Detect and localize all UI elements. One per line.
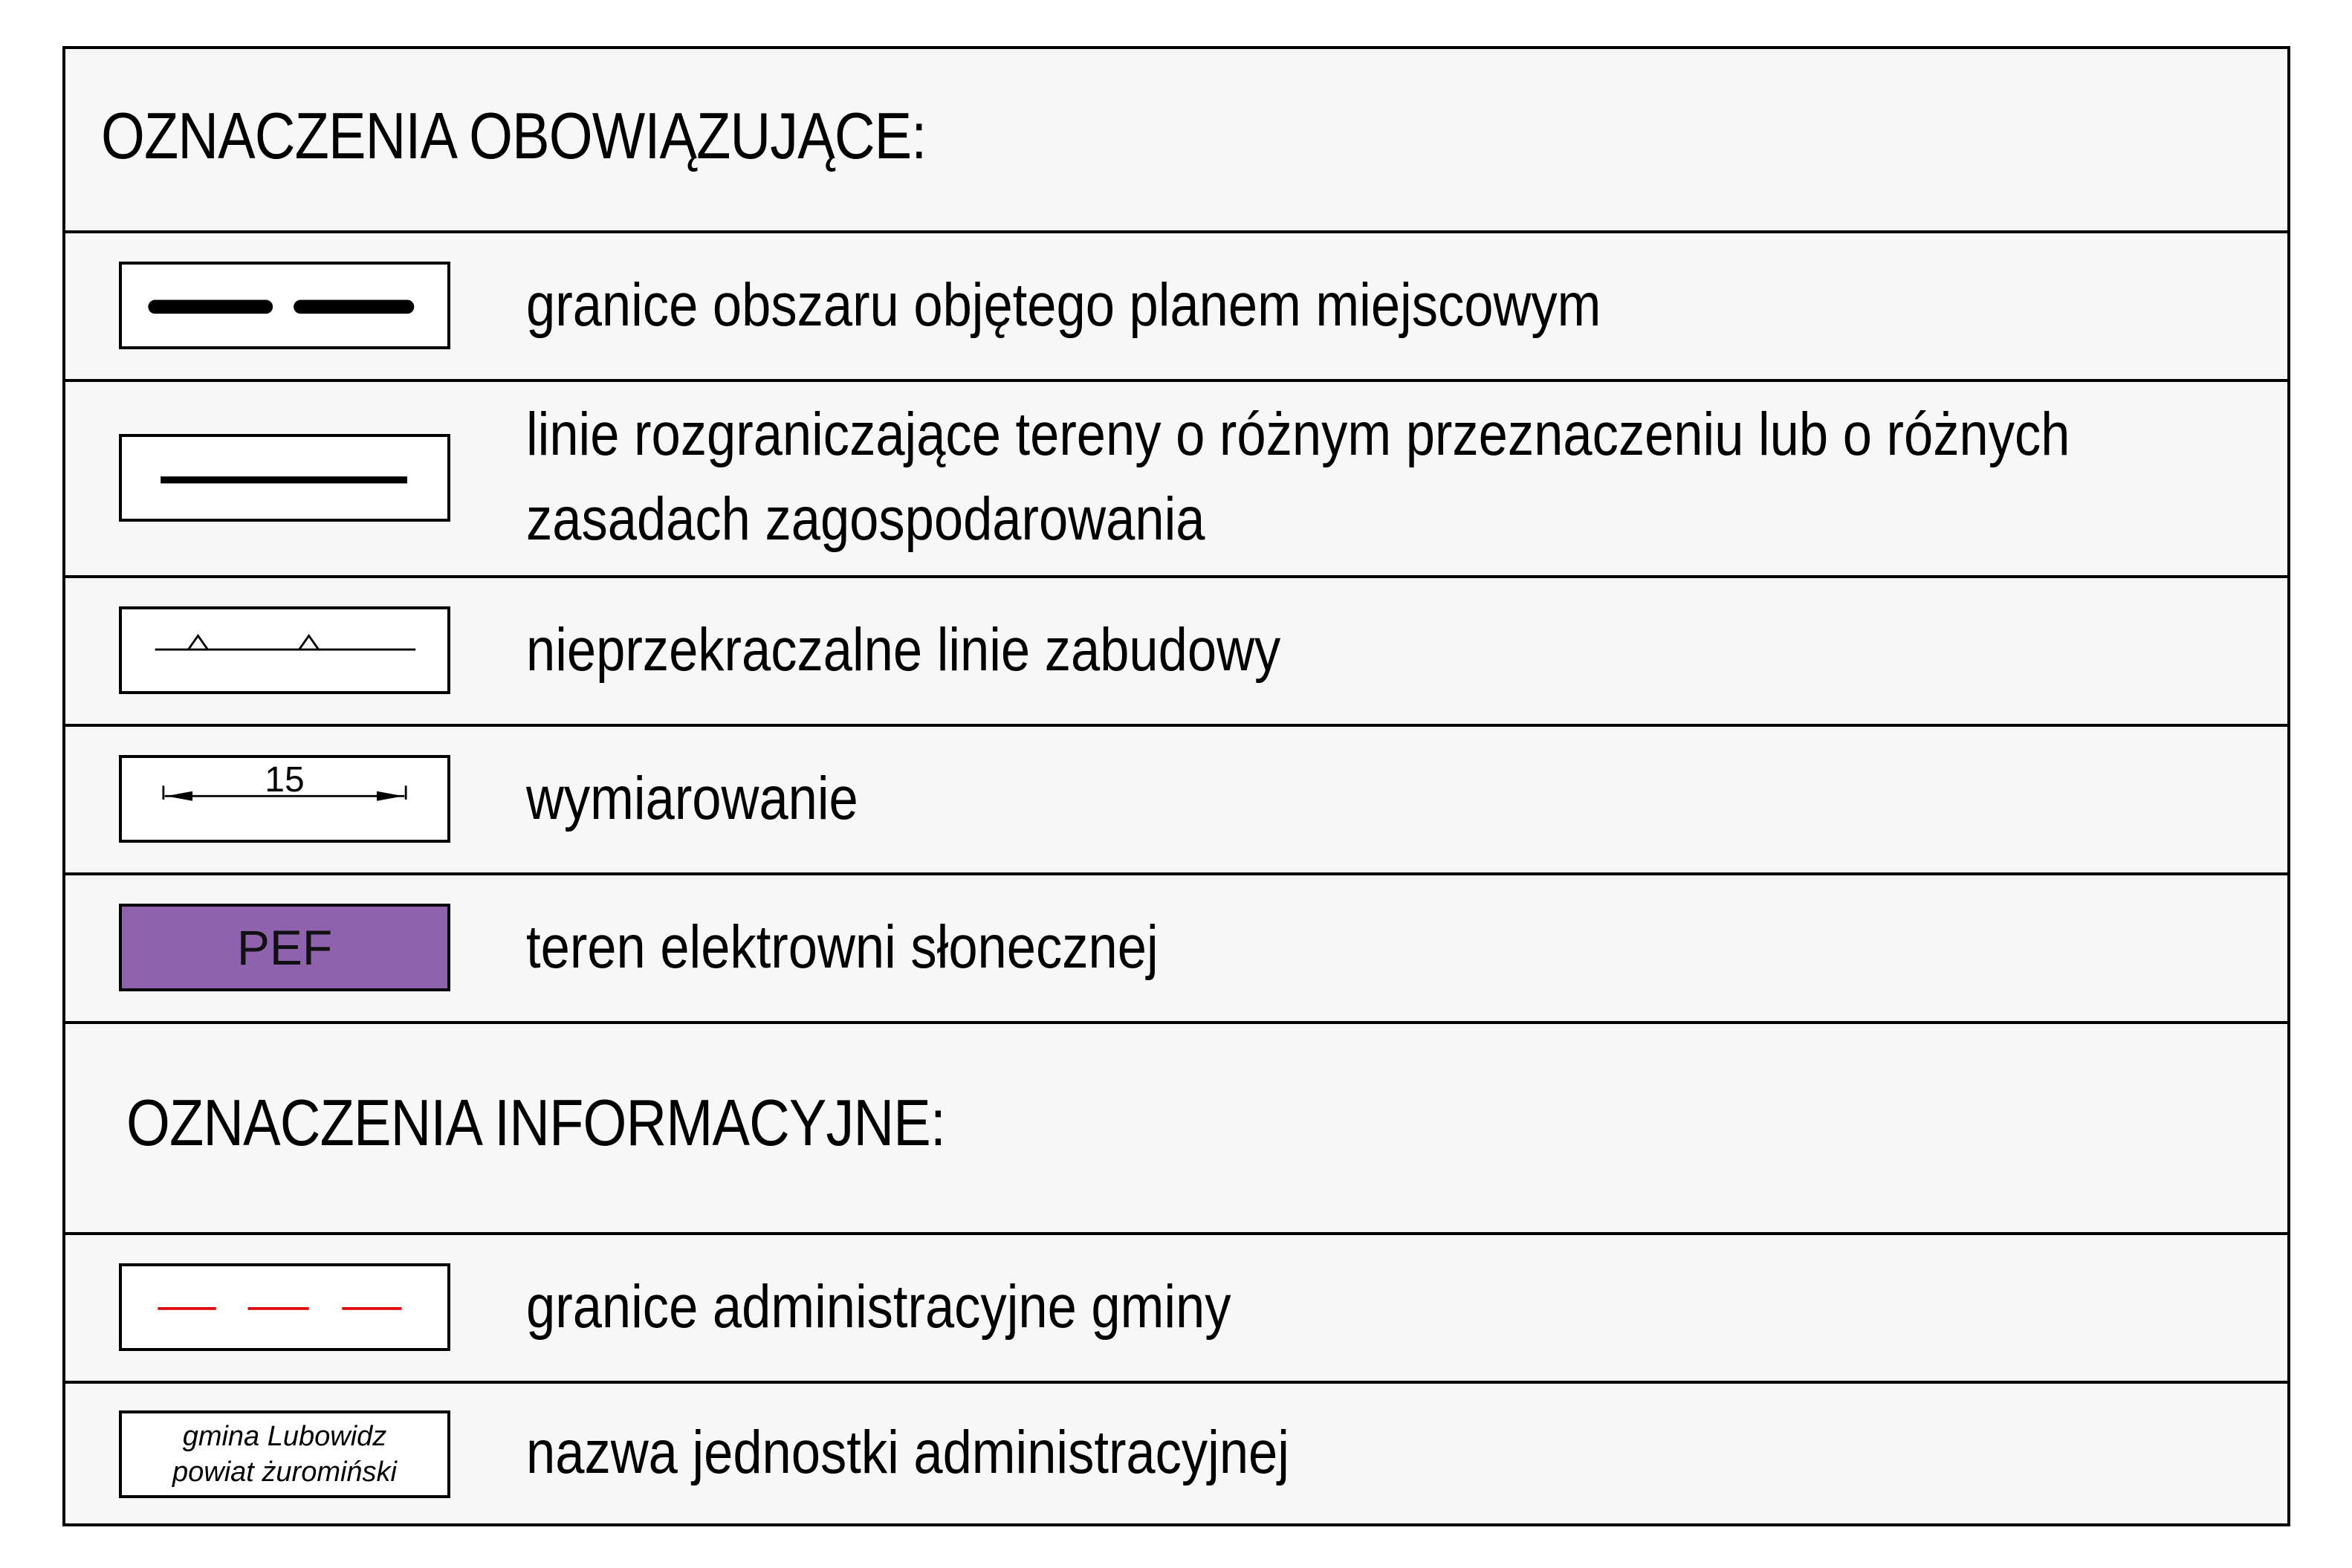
solid-line-icon bbox=[122, 437, 447, 519]
thick-dashed-line-symbol bbox=[119, 262, 450, 349]
obligatory-section-title: OZNACZENIA OBOWIĄZUJĄCE: bbox=[101, 99, 927, 172]
building-lines-label: nieprzekraczalne linie zabudowy bbox=[526, 616, 1281, 684]
admin-name-line1: gmina Lubowidz bbox=[182, 1421, 387, 1452]
building-line-symbol bbox=[119, 606, 450, 694]
plan-boundary-label: granice obszaru objętego planem miejscowym bbox=[526, 271, 1601, 339]
admin-name-symbol bbox=[119, 1410, 450, 1498]
solar-plant-label: teren elektrowni słonecznej bbox=[526, 913, 1159, 981]
admin-name-text bbox=[122, 1413, 447, 1495]
legend-row-solar-plant bbox=[65, 872, 2287, 1021]
dimension-line-icon bbox=[122, 758, 447, 840]
legend-row-demarcation-lines bbox=[65, 379, 2287, 575]
admin-unit-name-label: nazwa jednostki administracyjnej bbox=[526, 1419, 1289, 1486]
thick-dashed-line-icon bbox=[122, 265, 447, 346]
demarcation-lines-label-line1: linie rozgraniczające tereny o różnym przeznaczeniu lub o różnych bbox=[526, 401, 2070, 468]
red-dashed-line-symbol bbox=[119, 1263, 450, 1351]
legend-row-plan-boundary bbox=[65, 230, 2287, 379]
admin-boundaries-label: granice administracyjne gminy bbox=[526, 1273, 1231, 1341]
legend-row-dimensioning bbox=[65, 724, 2287, 872]
demarcation-lines-label-line2: zasadach zagospodarowania bbox=[526, 485, 1205, 553]
solid-line-symbol bbox=[119, 434, 450, 522]
dimensioning-label: wymiarowanie bbox=[526, 765, 858, 832]
legend-row-admin-boundaries bbox=[65, 1232, 2287, 1381]
legend-row-building-lines bbox=[65, 575, 2287, 724]
red-dashed-line-icon bbox=[122, 1266, 447, 1348]
building-line-icon bbox=[122, 609, 447, 691]
informative-section-title: OZNACZENIA INFORMACYJNE: bbox=[126, 1086, 946, 1159]
legend-row-admin-unit-name bbox=[65, 1381, 2287, 1523]
dimension-value: 15 bbox=[265, 760, 305, 800]
legend-table bbox=[62, 46, 2290, 1526]
dimension-line-symbol bbox=[119, 755, 450, 843]
pef-swatch bbox=[119, 904, 450, 991]
admin-name-line2: powiat żuromiński bbox=[172, 1457, 397, 1488]
informative-header-row bbox=[65, 1021, 2287, 1232]
obligatory-header-row bbox=[65, 49, 2287, 230]
pef-code: PEF bbox=[236, 920, 333, 975]
